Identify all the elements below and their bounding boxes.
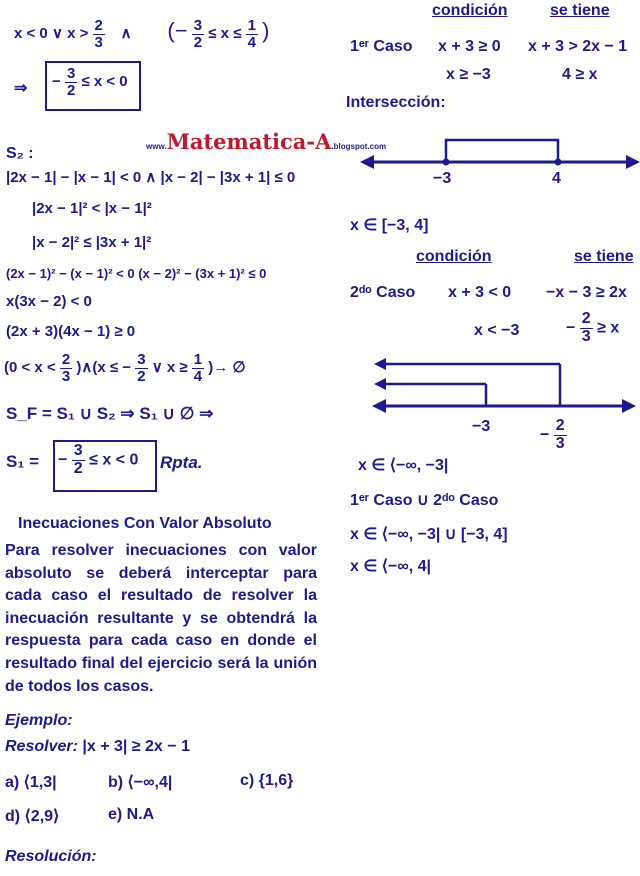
header-condicion-2: condición — [416, 248, 492, 265]
tick-label-minus-3: −3 — [433, 170, 452, 187]
union-label: 1ᵉʳ Caso ∪ 2ᵈᵒ Caso — [350, 492, 499, 509]
fraction-3-2: $\frac{3}{2}$ — [66, 65, 76, 99]
caso2-label: 2ᵈᵒ Caso — [350, 284, 416, 301]
resolver-line: Resolver: |x + 3| ≥ 2x − 1 — [5, 738, 190, 755]
math-line: (2x + 3)(4x − 1) ≥ 0 — [6, 323, 136, 340]
caso1-result-2: 4 ≥ x — [562, 66, 598, 83]
tick-label-minus-3: −3 — [472, 418, 491, 435]
caso1-condition: x + 3 ≥ 0 — [438, 38, 501, 55]
arrow-right-icon — [626, 155, 640, 169]
section-title: Inecuaciones Con Valor Absoluto — [18, 515, 272, 532]
union-line: (0 < x < $\frac{2}{3}$ )∧(x ≤ − $\frac{3}{2}$ ∨ x ≥ $\frac{1}{4}$ )→ ∅ — [4, 351, 246, 385]
option-d: d) ⟨2,9⟩ — [5, 808, 60, 825]
ineq-part: ≤ x ≤ — [208, 25, 242, 43]
header-condicion: condición — [432, 2, 508, 19]
arrow-left-icon — [374, 378, 386, 390]
s2-label: S₂ : — [6, 145, 34, 162]
arrow-left-icon — [360, 155, 374, 169]
paren-open: (− — [167, 18, 188, 44]
caso2-result: −x − 3 ≥ 2x — [546, 284, 627, 301]
ineq-part: x < 0 ∨ x > — [14, 25, 89, 43]
tick-label-minus-2-3: − $\frac{2}{3}$ — [540, 417, 565, 452]
point-4 — [555, 159, 562, 166]
caso1-label: 1ᵉʳ Caso — [350, 38, 413, 55]
number-line-2 — [372, 352, 636, 422]
and-symbol: ∧ — [120, 25, 132, 43]
arrow-left-icon — [374, 358, 386, 370]
math-line: x(3x − 2) < 0 — [6, 293, 92, 310]
implies-arrow: ⇒ — [14, 80, 28, 97]
union-expression: x ∈ ⟨−∞, −3| ∪ [−3, 4] — [350, 526, 508, 543]
s1-result: − $\frac{3}{2}$ ≤ x < 0 — [58, 442, 139, 477]
option-b: b) ⟨−∞,4| — [108, 774, 173, 791]
header-se-tiene: se tiene — [550, 2, 610, 19]
fraction-2-3: $\frac{2}{3}$ — [94, 17, 103, 51]
option-c: c) {1,6} — [240, 772, 294, 789]
sf-line: S_F = S₁ ∪ S₂ ⇒ S₁ ∪ ∅ ⇒ — [6, 404, 214, 423]
caso1-condition-2: x ≥ −3 — [446, 66, 491, 83]
inequality-line-1 — [14, 18, 269, 51]
arrow-left-icon — [372, 399, 386, 413]
option-e: e) N.A — [108, 806, 155, 823]
solution-2: x ∈ ⟨−∞, −3| — [358, 457, 449, 474]
solution-1: x ∈ [−3, 4] — [350, 217, 429, 234]
interseccion-label: Intersección: — [346, 94, 446, 111]
tick-label-4: 4 — [552, 170, 561, 187]
math-line: |x − 2|² ≤ |3x + 1|² — [32, 234, 152, 251]
math-line: |2x − 1|² < |x − 1|² — [32, 200, 152, 217]
ejemplo-heading: Ejemplo: — [5, 712, 73, 729]
caso1-result: x + 3 > 2x − 1 — [528, 38, 628, 55]
caso2-condition-2: x < −3 — [474, 322, 520, 339]
resolucion-heading: Resolución: — [5, 848, 97, 865]
math-line: (2x − 1)² − (x − 1)² < 0 (x − 2)² − (3x + 1)² ≤ 0 — [6, 266, 267, 281]
site-logo: www.Matematica-A.blogspot.com — [146, 129, 387, 154]
math-line: |2x − 1| − |x − 1| < 0 ∧ |x − 2| − |3x + 1| ≤ 0 — [6, 169, 296, 186]
option-a: a) ⟨1,3| — [5, 774, 57, 791]
final-answer: x ∈ ⟨−∞, 4| — [350, 558, 431, 575]
caso2-result-2: − $\frac{2}{3}$ ≥ x — [566, 310, 620, 345]
point-minus-3 — [443, 159, 450, 166]
number-line-1 — [360, 128, 640, 194]
fraction-1-4: $\frac{1}{4}$ — [247, 17, 256, 51]
caso2-condition: x + 3 < 0 — [448, 284, 512, 301]
header-se-tiene-2: se tiene — [574, 248, 634, 265]
section-paragraph: Para resolver inecuaciones con valor absoluto se deberá interceptar para cada caso el resultado de resolver la inecuación resultante y se obtendrá la respuesta para cada caso en donde el resultado final del ejercicio será la unión de todos los casos. — [5, 542, 317, 695]
fraction-3-2: $\frac{3}{2}$ — [193, 17, 203, 51]
s1-label: S₁ = — [6, 452, 40, 471]
arrow-right-icon — [622, 399, 636, 413]
interval-bracket — [446, 140, 558, 162]
result-1: − $\frac{3}{2}$ ≤ x < 0 — [52, 65, 128, 99]
rpta-label: Rpta. — [160, 453, 203, 472]
paren-close: ) — [262, 18, 270, 44]
